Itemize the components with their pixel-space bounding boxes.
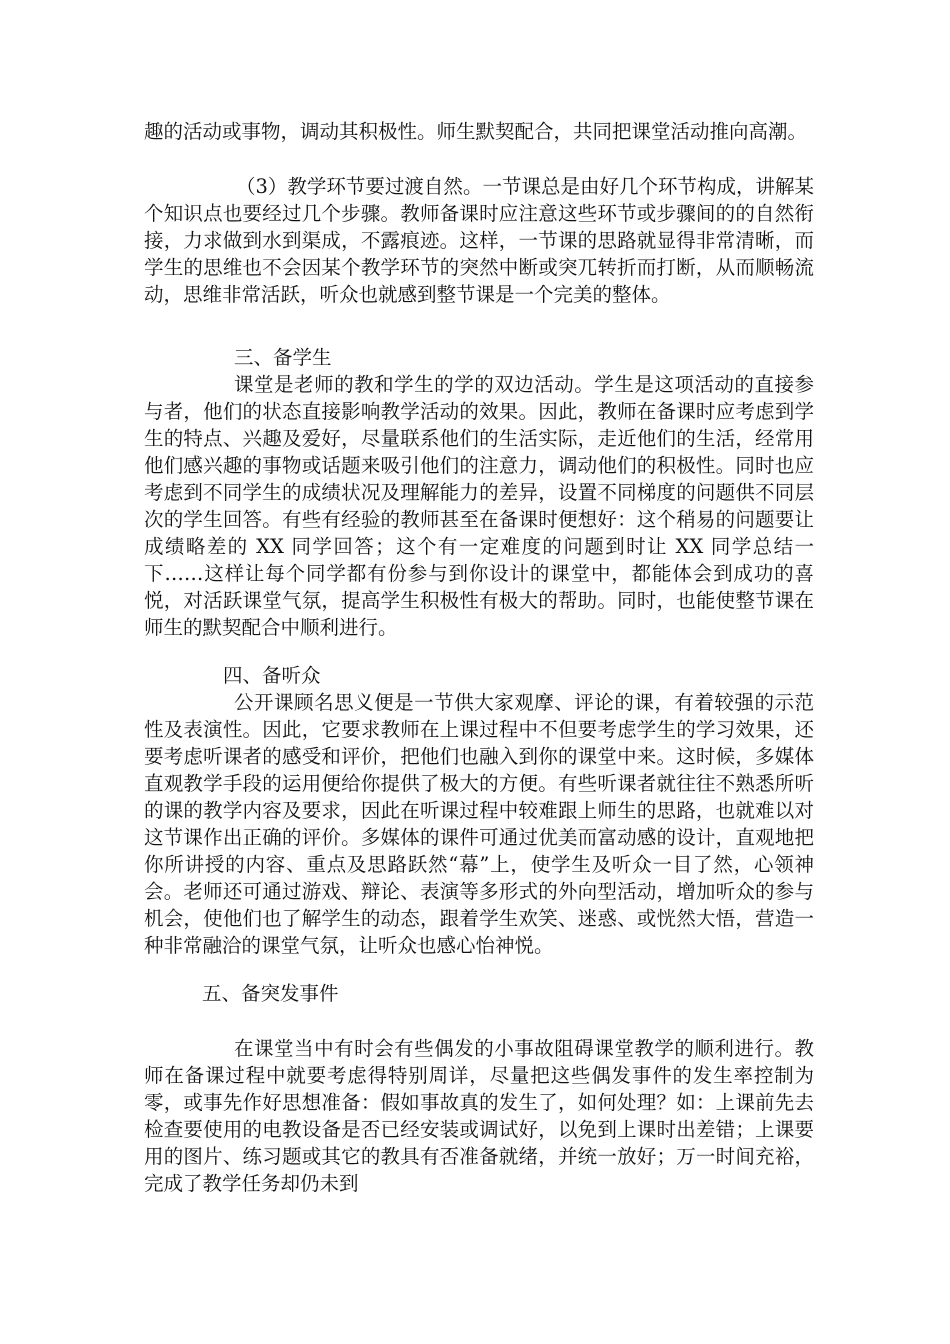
section-heading-audience: 四、备听众: [223, 664, 321, 687]
paragraph-gap: [144, 308, 814, 344]
paragraph-students: 课堂是老师的教和学生的学的双边活动。学生是这项活动的直接参与者，他们的状态直接影响教学活动的效果。因此，教师在备课时应考虑到学生的特点、兴趣及爱好，尽量联系他们的生活实际，走近他们的生活，经常用他们感兴趣的事物或话题来吸引他们的注意力，调动他们的积极性。同时也应考虑到不同学生的成绩状况及理解能力的差异，设置不同梯度的问题供不同层次的学生回答。有些有经验的教师甚至在备课时便想好：这个稍易的问题要让成绩略差的 XX 同学回答；这个有一定难度的问题到时让 XX 同学总结一下……这样让每个同学都有份参与到你设计的课堂中，都能体会到成功的喜悦，对活跃课堂气氛，提高学生积极性有极大的帮助。同时，也能使整节课在师生的默契配合中顺利进行。: [144, 373, 814, 639]
paragraph-gap: [144, 145, 814, 173]
paragraph-teaching-transition: （3）教学环节要过渡自然。一节课总是由好几个环节构成，讲解某个知识点也要经过几个步骤。教师备课时应注意这些环节或步骤间的的自然衔接，力求做到水到渠成，不露痕迹。这样，一节课的思路就显得非常清晰，而学生的思维也不会因某个教学环节的突然中断或突兀转折而打断，从而顺畅流动，思维非常活跃，听众也就感到整节课是一个完美的整体。: [144, 175, 814, 306]
paragraph-gap: [144, 959, 814, 980]
paragraph-audience: 公开课顾名思义便是一节供大家观摩、评论的课，有着较强的示范性及表演性。因此，它要求教师在上课过程中不但要考虑学生的学习效果，还要考虑听课者的感受和评价，把他们也融入到你的课堂中来。这时候，多媒体直观教学手段的运用便给你提供了极大的方便。有些听课者就往往不熟悉所听的课的教学内容及要求，因此在听课过程中较难跟上师生的思路，也就难以对这节课作出正确的评价。多媒体的课件可通过优美而富动感的设计，直观地把你所讲授的内容、重点及思路跃然“幕”上，使学生及听众一目了然，心领神会。老师还可通过游戏、辩论、表演等多形式的外向型活动，增加听众的参与机会，使他们也了解学生的动态，跟着学生欢笑、迷惑、或恍然大悟，营造一种非常融洽的课堂气氛，让听众也感心怡神悦。: [144, 691, 814, 957]
paragraph-emergency: 在课堂当中有时会有些偶发的小事故阻碍课堂教学的顺利进行。教师在备课过程中就要考虑得特别周详，尽量把这些偶发事件的发生率控制为零，或事先作好思想准备：假如事故真的发生了，如何处理？如：上课前先去检查要使用的电教设备是否已经安装或调试好，以免到上课时出差错；上课要用的图片、练习题或其它的教具有否准备就绪，并统一放好；万一时间充裕，完成了教学任务却仍未到: [144, 1037, 814, 1195]
section-heading-students: 三、备学生: [234, 346, 332, 369]
section-heading-emergency: 五、备突发事件: [202, 982, 339, 1005]
paragraph-gap: [144, 1007, 814, 1035]
document-page: [144, 118, 814, 1197]
paragraph-gap: [144, 641, 814, 662]
paragraph-intro: 趣的活动或事物，调动其积极性。师生默契配合，共同把课堂活动推向高潮。: [144, 120, 808, 143]
